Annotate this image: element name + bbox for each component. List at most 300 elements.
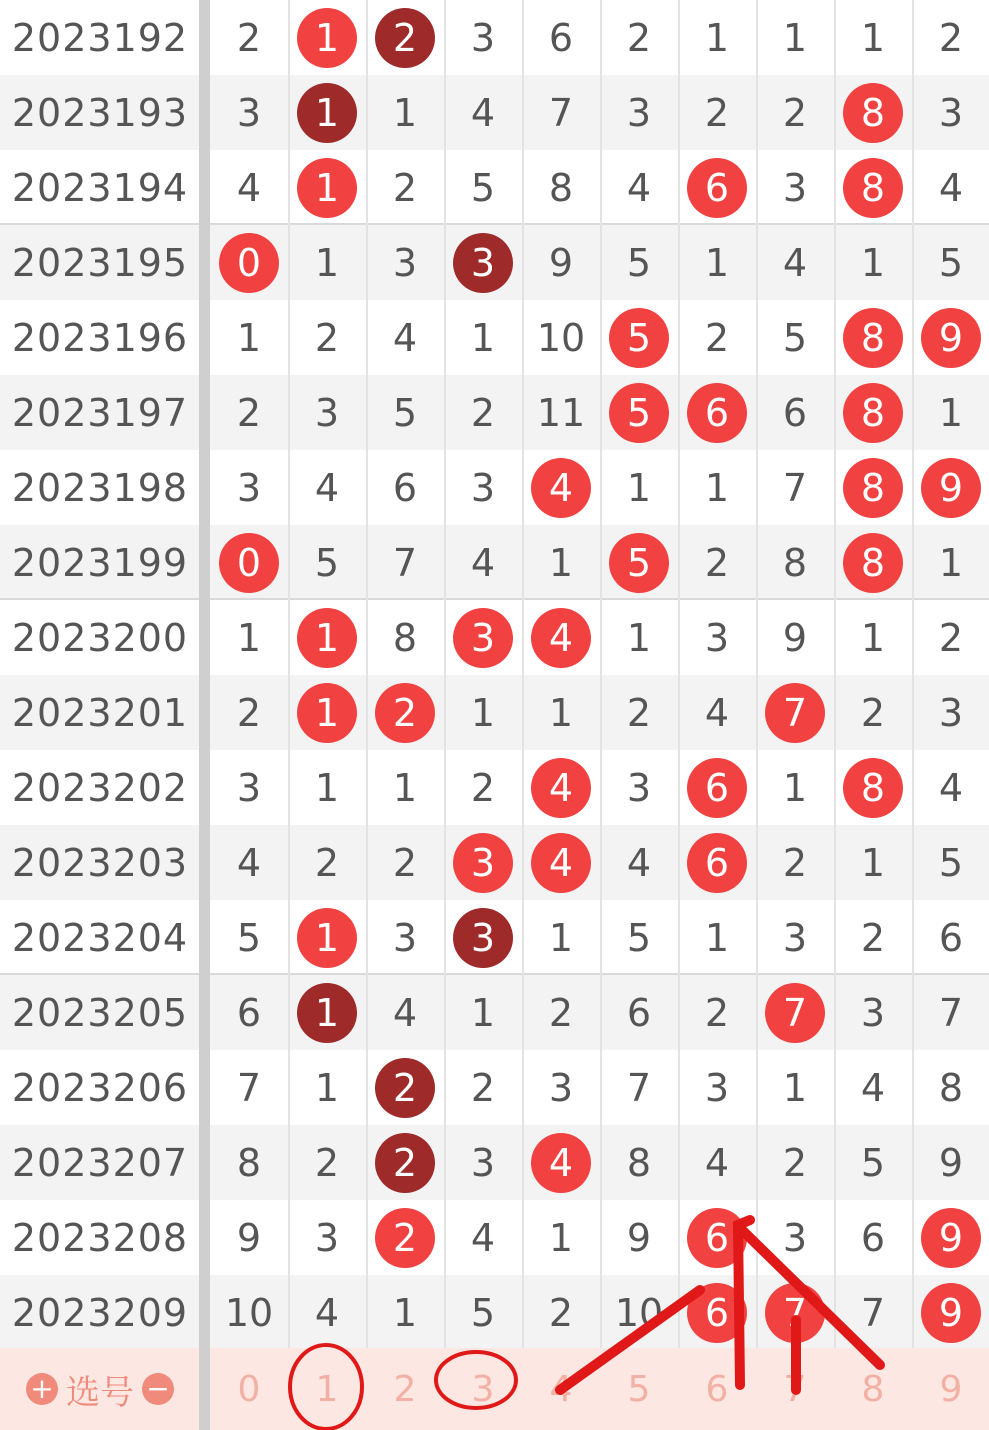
digit-cell-5 — [600, 0, 678, 75]
digit-cell-5 — [600, 825, 678, 900]
digit-cell-5 — [600, 450, 678, 525]
miss-count: 1 — [782, 15, 808, 60]
digit-cell-0 — [210, 1125, 288, 1200]
table-row — [0, 750, 989, 825]
digit-cell-3 — [444, 1200, 522, 1275]
digit-cell-2 — [366, 0, 444, 75]
digit-cell-7 — [756, 300, 834, 375]
digit-cell-4 — [522, 1125, 600, 1200]
column-divider — [912, 0, 914, 1348]
hit-ball: 6 — [687, 758, 747, 818]
miss-count: 4 — [236, 165, 262, 210]
digit-cell-0 — [210, 150, 288, 225]
column-divider — [522, 0, 524, 1348]
pick-digit-6[interactable]: 6 — [705, 1368, 729, 1410]
digit-cell-8 — [834, 450, 912, 525]
period-number: 2023200 — [11, 615, 189, 660]
digit-cell-3 — [444, 1275, 522, 1350]
digit-cell-6 — [678, 675, 756, 750]
repeat-hit-ball: 3 — [453, 233, 513, 293]
picker-label: 选号 — [66, 1372, 134, 1413]
digit-cell-0 — [210, 750, 288, 825]
hit-ball: 7 — [765, 683, 825, 743]
miss-count: 9 — [626, 1215, 652, 1260]
digit-cell-0 — [210, 450, 288, 525]
digit-cell-9 — [912, 525, 989, 600]
period-column-separator — [199, 0, 210, 1430]
digit-cell-6 — [678, 150, 756, 225]
digit-cell-9 — [912, 1200, 989, 1275]
remove-icon[interactable]: − — [142, 1373, 174, 1405]
digit-cell-7 — [756, 675, 834, 750]
digit-cell-6 — [678, 75, 756, 150]
pick-digit-8[interactable]: 8 — [861, 1368, 885, 1410]
digit-cell-1 — [288, 150, 366, 225]
digit-cell-0 — [210, 975, 288, 1050]
hit-ball: 6 — [687, 1208, 747, 1268]
miss-count: 11 — [536, 390, 586, 435]
digit-cell-8 — [834, 0, 912, 75]
miss-count: 1 — [626, 465, 652, 510]
digit-cell-5 — [600, 225, 678, 300]
digit-cell-7 — [756, 150, 834, 225]
miss-count: 2 — [236, 15, 262, 60]
digit-cell-0 — [210, 1200, 288, 1275]
miss-count: 3 — [314, 390, 340, 435]
hit-ball: 7 — [765, 983, 825, 1043]
digit-cell-0 — [210, 0, 288, 75]
digit-cell-8 — [834, 150, 912, 225]
miss-count: 4 — [704, 690, 730, 735]
miss-count: 7 — [392, 540, 418, 585]
miss-count: 5 — [938, 840, 964, 885]
digit-cell-3 — [444, 825, 522, 900]
digit-cell-0 — [210, 825, 288, 900]
digit-cell-4 — [522, 975, 600, 1050]
period-number: 2023194 — [11, 165, 189, 210]
digit-cell-1 — [288, 675, 366, 750]
hit-ball: 8 — [843, 458, 903, 518]
digit-cell-4 — [522, 1050, 600, 1125]
miss-count: 5 — [470, 1290, 496, 1335]
miss-count: 8 — [626, 1140, 652, 1185]
repeat-hit-ball: 2 — [375, 1058, 435, 1118]
digit-cell-6 — [678, 450, 756, 525]
miss-count: 1 — [314, 765, 340, 810]
digit-cell-9 — [912, 1125, 989, 1200]
miss-count: 2 — [236, 690, 262, 735]
repeat-hit-ball: 1 — [297, 83, 357, 143]
digit-cell-1 — [288, 75, 366, 150]
digit-cell-5 — [600, 1200, 678, 1275]
digit-cell-7 — [756, 375, 834, 450]
digit-cell-4 — [522, 75, 600, 150]
digit-cell-8 — [834, 300, 912, 375]
digit-cell-1 — [288, 1275, 366, 1350]
digit-cell-6 — [678, 1200, 756, 1275]
miss-count: 1 — [860, 840, 886, 885]
digit-cell-3 — [444, 450, 522, 525]
digit-cell-8 — [834, 750, 912, 825]
pick-digit-2[interactable]: 2 — [393, 1368, 417, 1410]
picker-label-group — [0, 1348, 200, 1430]
digit-cell-9 — [912, 1050, 989, 1125]
digit-cell-5 — [600, 525, 678, 600]
digit-cell-2 — [366, 675, 444, 750]
hit-ball: 0 — [219, 233, 279, 293]
digit-cell-7 — [756, 1200, 834, 1275]
digit-cell-0 — [210, 525, 288, 600]
digit-cell-6 — [678, 975, 756, 1050]
digit-cell-5 — [600, 1050, 678, 1125]
digit-cell-1 — [288, 225, 366, 300]
digit-cell-7 — [756, 750, 834, 825]
digit-cell-1 — [288, 825, 366, 900]
hit-ball: 9 — [921, 1283, 981, 1343]
miss-count: 1 — [938, 390, 964, 435]
digit-cell-4 — [522, 525, 600, 600]
digit-cell-8 — [834, 975, 912, 1050]
miss-count: 2 — [938, 15, 964, 60]
miss-count: 2 — [860, 690, 886, 735]
miss-count: 1 — [860, 615, 886, 660]
period-number: 2023203 — [11, 840, 189, 885]
digit-cell-8 — [834, 1275, 912, 1350]
group-divider — [0, 598, 989, 600]
miss-count: 7 — [236, 1065, 262, 1110]
period-number: 2023206 — [11, 1065, 189, 1110]
miss-count: 2 — [860, 915, 886, 960]
digit-cell-9 — [912, 1275, 989, 1350]
digit-cell-0 — [210, 375, 288, 450]
column-divider — [756, 0, 758, 1348]
digit-cell-4 — [522, 600, 600, 675]
miss-count: 1 — [782, 765, 808, 810]
digit-cell-3 — [444, 225, 522, 300]
digit-cell-4 — [522, 825, 600, 900]
number-picker-bar — [0, 1348, 989, 1430]
period-number: 2023196 — [11, 315, 189, 360]
digit-cell-3 — [444, 675, 522, 750]
table-row — [0, 1050, 989, 1125]
digit-cell-1 — [288, 750, 366, 825]
miss-count: 3 — [704, 615, 730, 660]
digit-cell-0 — [210, 675, 288, 750]
period-number: 2023193 — [11, 90, 189, 135]
hit-ball: 4 — [531, 1133, 591, 1193]
pick-digit-4[interactable]: 4 — [549, 1368, 573, 1410]
digit-cell-6 — [678, 375, 756, 450]
digit-cell-4 — [522, 150, 600, 225]
table-row — [0, 675, 989, 750]
digit-cell-4 — [522, 0, 600, 75]
digit-cell-8 — [834, 600, 912, 675]
miss-count: 2 — [782, 1140, 808, 1185]
digit-cell-7 — [756, 975, 834, 1050]
digit-cell-5 — [600, 300, 678, 375]
digit-cell-6 — [678, 600, 756, 675]
miss-count: 3 — [470, 15, 496, 60]
miss-count: 1 — [470, 690, 496, 735]
digit-cell-2 — [366, 1050, 444, 1125]
digit-cell-4 — [522, 450, 600, 525]
miss-count: 5 — [470, 165, 496, 210]
digit-cell-8 — [834, 675, 912, 750]
miss-count: 1 — [470, 315, 496, 360]
digit-cell-3 — [444, 75, 522, 150]
digit-cell-9 — [912, 825, 989, 900]
miss-count: 3 — [236, 765, 262, 810]
period-number: 2023192 — [11, 15, 189, 60]
miss-count: 3 — [626, 90, 652, 135]
miss-count: 6 — [236, 990, 262, 1035]
period-number: 2023199 — [11, 540, 189, 585]
digit-cell-5 — [600, 375, 678, 450]
period-number: 2023202 — [11, 765, 189, 810]
digit-cell-2 — [366, 900, 444, 975]
digit-cell-7 — [756, 825, 834, 900]
digit-cell-6 — [678, 1275, 756, 1350]
miss-count: 1 — [704, 915, 730, 960]
digit-cell-7 — [756, 1050, 834, 1125]
table-row — [0, 975, 989, 1050]
miss-count: 5 — [392, 390, 418, 435]
digit-cell-4 — [522, 1200, 600, 1275]
miss-count: 4 — [938, 165, 964, 210]
digit-cell-9 — [912, 675, 989, 750]
digit-cell-9 — [912, 600, 989, 675]
hit-ball: 6 — [687, 1283, 747, 1343]
table-row — [0, 1275, 989, 1350]
miss-count: 8 — [938, 1065, 964, 1110]
period-number: 2023205 — [11, 990, 189, 1035]
miss-count: 4 — [704, 1140, 730, 1185]
digit-cell-3 — [444, 0, 522, 75]
digit-cell-9 — [912, 225, 989, 300]
digit-cell-8 — [834, 225, 912, 300]
digit-cell-7 — [756, 900, 834, 975]
miss-count: 2 — [938, 615, 964, 660]
digit-cell-8 — [834, 1200, 912, 1275]
miss-count: 10 — [614, 1290, 664, 1335]
hit-ball: 8 — [843, 533, 903, 593]
pick-digit-3[interactable]: 3 — [471, 1368, 495, 1410]
miss-count: 3 — [236, 90, 262, 135]
miss-count: 2 — [470, 765, 496, 810]
miss-count: 4 — [860, 1065, 886, 1110]
digit-cell-1 — [288, 975, 366, 1050]
digit-cell-8 — [834, 525, 912, 600]
hit-ball: 7 — [765, 1283, 825, 1343]
digit-cell-3 — [444, 300, 522, 375]
miss-count: 2 — [782, 90, 808, 135]
repeat-hit-ball: 3 — [453, 908, 513, 968]
digit-cell-2 — [366, 75, 444, 150]
column-divider — [444, 0, 446, 1348]
miss-count: 6 — [938, 915, 964, 960]
miss-count: 3 — [470, 1140, 496, 1185]
pick-digit-9[interactable]: 9 — [939, 1368, 963, 1410]
hit-ball: 6 — [687, 833, 747, 893]
hit-ball: 1 — [297, 608, 357, 668]
hit-ball: 8 — [843, 83, 903, 143]
digit-cell-6 — [678, 750, 756, 825]
digit-cell-1 — [288, 0, 366, 75]
pick-digit-0[interactable]: 0 — [237, 1368, 261, 1410]
digit-cell-7 — [756, 525, 834, 600]
digit-cell-0 — [210, 225, 288, 300]
miss-count: 3 — [860, 990, 886, 1035]
digit-cell-2 — [366, 1200, 444, 1275]
miss-count: 1 — [860, 15, 886, 60]
digit-cell-1 — [288, 300, 366, 375]
miss-count: 5 — [938, 240, 964, 285]
period-number: 2023201 — [11, 690, 189, 735]
digit-cell-9 — [912, 975, 989, 1050]
miss-count: 1 — [392, 1290, 418, 1335]
digit-cell-5 — [600, 600, 678, 675]
miss-count: 1 — [704, 15, 730, 60]
digit-cell-1 — [288, 1125, 366, 1200]
digit-cell-3 — [444, 900, 522, 975]
digit-cell-2 — [366, 525, 444, 600]
digit-cell-6 — [678, 0, 756, 75]
digit-cell-2 — [366, 1125, 444, 1200]
miss-count: 2 — [470, 1065, 496, 1110]
digit-cell-7 — [756, 450, 834, 525]
miss-count: 2 — [314, 1140, 340, 1185]
miss-count: 1 — [548, 540, 574, 585]
repeat-hit-ball: 1 — [297, 983, 357, 1043]
digit-cell-7 — [756, 1125, 834, 1200]
digit-cell-9 — [912, 75, 989, 150]
digit-cell-3 — [444, 525, 522, 600]
miss-count: 6 — [626, 990, 652, 1035]
miss-count: 1 — [938, 540, 964, 585]
hit-ball: 4 — [531, 458, 591, 518]
table-row — [0, 900, 989, 975]
digit-cell-3 — [444, 600, 522, 675]
digit-cell-9 — [912, 900, 989, 975]
miss-count: 3 — [626, 765, 652, 810]
digit-cell-0 — [210, 600, 288, 675]
miss-count: 1 — [236, 615, 262, 660]
table-row — [0, 375, 989, 450]
miss-count: 5 — [314, 540, 340, 585]
miss-count: 1 — [548, 915, 574, 960]
digit-cell-8 — [834, 75, 912, 150]
miss-count: 1 — [548, 1215, 574, 1260]
add-icon[interactable]: + — [26, 1373, 58, 1405]
period-number: 2023208 — [11, 1215, 189, 1260]
digit-cell-2 — [366, 975, 444, 1050]
table-row — [0, 0, 989, 75]
miss-count: 6 — [860, 1215, 886, 1260]
digit-cell-0 — [210, 1275, 288, 1350]
miss-count: 2 — [782, 840, 808, 885]
pick-digit-1[interactable]: 1 — [315, 1368, 339, 1410]
miss-count: 3 — [392, 915, 418, 960]
period-number: 2023195 — [11, 240, 189, 285]
miss-count: 3 — [782, 165, 808, 210]
miss-count: 1 — [626, 615, 652, 660]
miss-count: 2 — [626, 690, 652, 735]
period-number: 2023204 — [11, 915, 189, 960]
hit-ball: 9 — [921, 458, 981, 518]
digit-cell-6 — [678, 525, 756, 600]
miss-count: 2 — [704, 315, 730, 360]
miss-count: 2 — [314, 315, 340, 360]
miss-count: 1 — [392, 90, 418, 135]
digit-cell-6 — [678, 1050, 756, 1125]
miss-count: 4 — [392, 315, 418, 360]
miss-count: 1 — [704, 240, 730, 285]
miss-count: 5 — [626, 915, 652, 960]
miss-count: 2 — [392, 165, 418, 210]
digit-cell-5 — [600, 750, 678, 825]
miss-count: 2 — [236, 390, 262, 435]
pick-digit-5[interactable]: 5 — [627, 1368, 651, 1410]
digit-cell-1 — [288, 600, 366, 675]
repeat-hit-ball: 2 — [375, 8, 435, 68]
hit-ball: 6 — [687, 158, 747, 218]
table-row — [0, 300, 989, 375]
miss-count: 1 — [470, 990, 496, 1035]
digit-cell-9 — [912, 750, 989, 825]
column-divider — [366, 0, 368, 1348]
digit-cell-5 — [600, 150, 678, 225]
miss-count: 1 — [236, 315, 262, 360]
hit-ball: 8 — [843, 158, 903, 218]
miss-count: 3 — [704, 1065, 730, 1110]
hit-ball: 1 — [297, 683, 357, 743]
miss-count: 8 — [392, 615, 418, 660]
digit-cell-5 — [600, 75, 678, 150]
miss-count: 3 — [782, 915, 808, 960]
column-divider — [600, 0, 602, 1348]
table-row — [0, 825, 989, 900]
miss-count: 4 — [392, 990, 418, 1035]
digit-cell-0 — [210, 900, 288, 975]
miss-count: 3 — [782, 1215, 808, 1260]
miss-count: 1 — [314, 240, 340, 285]
digit-cell-1 — [288, 525, 366, 600]
pick-digit-7[interactable]: 7 — [783, 1368, 807, 1410]
table-row — [0, 225, 989, 300]
miss-count: 1 — [314, 1065, 340, 1110]
miss-count: 6 — [782, 390, 808, 435]
digit-cell-3 — [444, 150, 522, 225]
hit-ball: 3 — [453, 833, 513, 893]
hit-ball: 8 — [843, 758, 903, 818]
hit-ball: 8 — [843, 308, 903, 368]
digit-cell-2 — [366, 450, 444, 525]
digit-cell-3 — [444, 375, 522, 450]
miss-count: 5 — [860, 1140, 886, 1185]
miss-count: 4 — [236, 840, 262, 885]
miss-count: 4 — [782, 240, 808, 285]
miss-count: 2 — [470, 390, 496, 435]
miss-count: 1 — [548, 690, 574, 735]
digit-cell-4 — [522, 1275, 600, 1350]
digit-cell-5 — [600, 900, 678, 975]
hit-ball: 1 — [297, 8, 357, 68]
group-divider — [0, 223, 989, 225]
table-row — [0, 1125, 989, 1200]
digit-cell-9 — [912, 375, 989, 450]
miss-count: 9 — [548, 240, 574, 285]
digit-cell-5 — [600, 675, 678, 750]
